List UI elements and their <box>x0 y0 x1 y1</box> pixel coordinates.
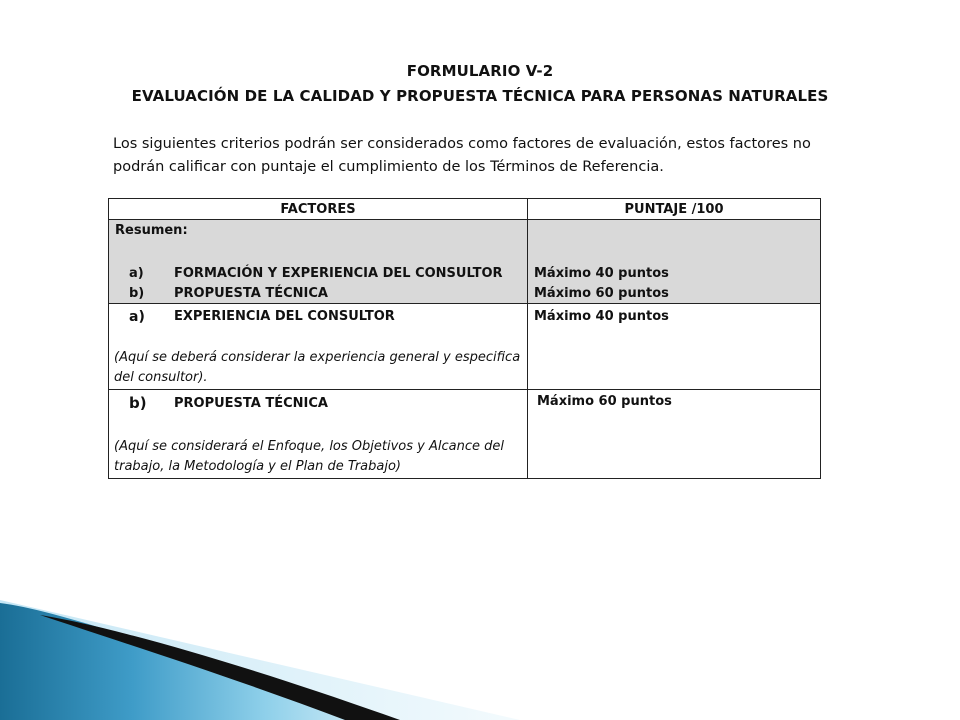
row-a-score: Máximo 40 puntos <box>534 309 669 324</box>
row-a-title: EXPERIENCIA DEL CONSULTOR <box>174 309 395 324</box>
row-a-letter: a) <box>129 309 145 325</box>
summary-score-b: Máximo 60 puntos <box>534 286 669 301</box>
summary-item-a-letter: a) <box>129 266 144 281</box>
row-b-note-line-1: (Aquí se considerará el Enfoque, los Objetivos y Alcance del <box>114 439 504 454</box>
summary-item-b-text: PROPUESTA TÉCNICA <box>174 286 328 301</box>
summary-item-a-text: FORMACIÓN Y EXPERIENCIA DEL CONSULTOR <box>174 266 503 281</box>
summary-score-a: Máximo 40 puntos <box>534 266 669 281</box>
summary-item-b-letter: b) <box>129 286 145 301</box>
intro-line-1: Los siguientes criterios podrán ser considerados como factores de evaluación, estos factores no <box>113 136 811 152</box>
header-factores: FACTORES <box>109 199 528 220</box>
summary-label: Resumen: <box>115 223 188 238</box>
header-puntaje: PUNTAJE /100 <box>528 199 821 220</box>
row-b-letter: b) <box>129 394 147 412</box>
intro-line-2: podrán calificar con puntaje el cumplimiento de los Términos de Referencia. <box>113 159 664 175</box>
form-subtitle: EVALUACIÓN DE LA CALIDAD Y PROPUESTA TÉCNICA PARA PERSONAS NATURALES <box>131 87 829 105</box>
form-title: FORMULARIO V-2 <box>406 62 554 80</box>
row-a-note-line-1: (Aquí se deberá considerar la experiencia general y especifica <box>114 350 521 365</box>
row-b-note-line-2: trabajo, la Metodología y el Plan de Trabajo) <box>114 459 402 474</box>
row-b-score: Máximo 60 puntos <box>537 394 672 409</box>
row-a-note-line-2: del consultor). <box>114 370 208 385</box>
row-b-title: PROPUESTA TÉCNICA <box>174 396 328 411</box>
